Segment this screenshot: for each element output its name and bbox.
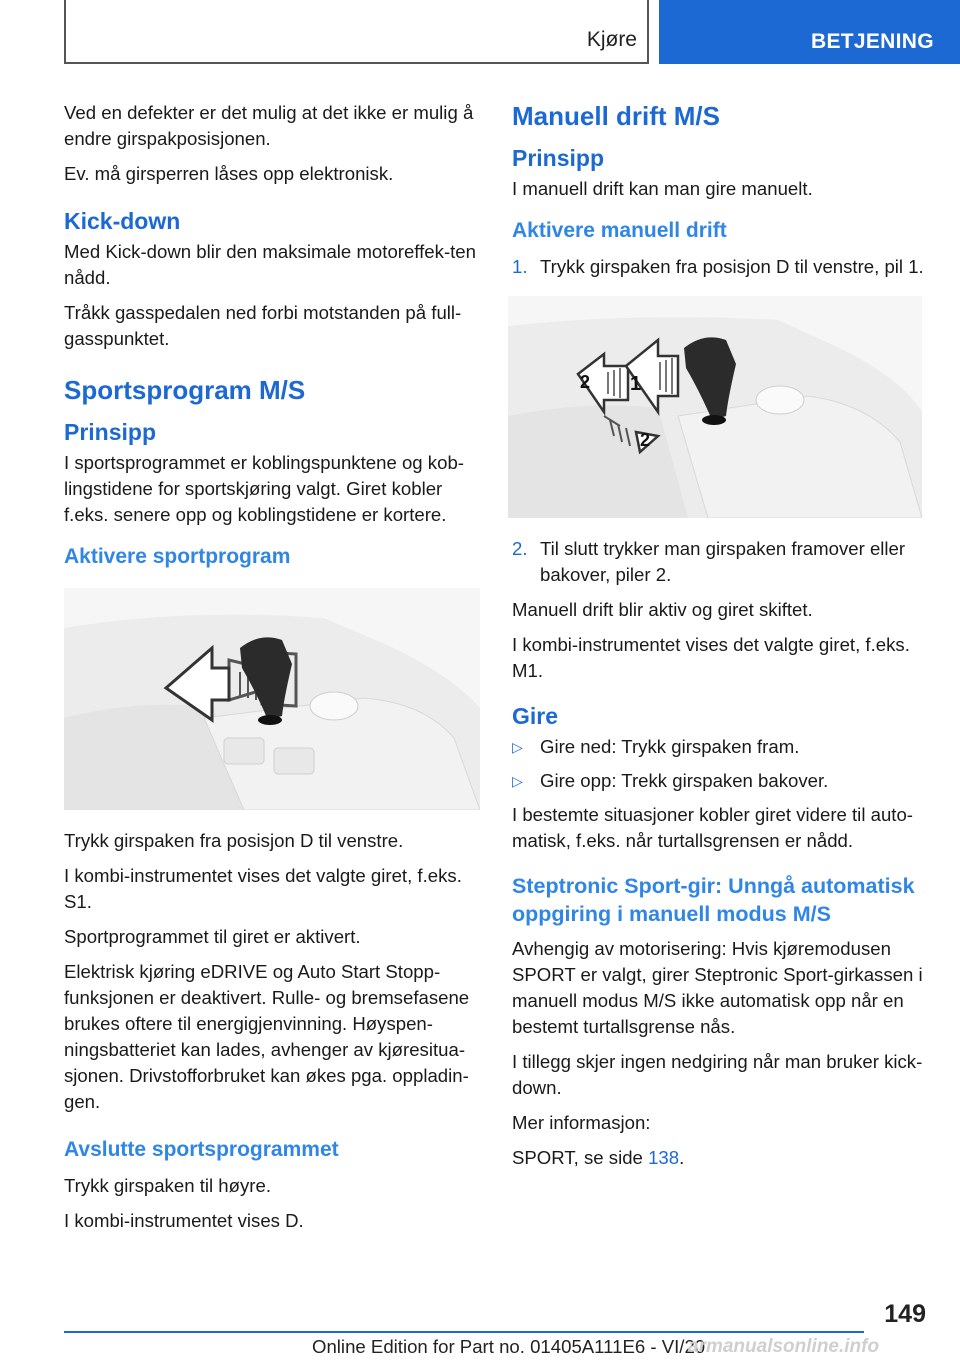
sport-exit-heading: Avslutte sportsprogrammet — [64, 1138, 339, 1161]
manual-activate-heading: Aktivere manuell drift — [512, 219, 727, 242]
arrow-label-1: 1 — [630, 373, 642, 395]
bullet-triangle-icon: ▷ — [512, 773, 523, 789]
manual-principle-heading: Prinsipp — [512, 145, 605, 171]
sport-principle-text: I sportsprogrammet er koblingspunktene og kob‐lingstidene for sportskjøring valgt. Giret kobler f.eks. senere opp og koblingstidene er kortere. — [64, 452, 464, 525]
arrow-label-2-top: 2 — [580, 372, 591, 392]
steptronic-paragraph-1: Avhengig av motorisering: Hvis kjøremodusen SPORT er valgt, girer Steptronic Sport-girkassen i manuell modus M/S ikke automatisk opp når en bestemt turtallsgrense nås. — [512, 938, 923, 1037]
sport-heading: Sportsprogram M/S — [64, 375, 306, 405]
step-2 — [512, 536, 926, 588]
header-section-title: Kjøre — [586, 28, 637, 51]
auto-shift-paragraph: I bestemte situasjoner kobler giret videre til auto‐matisk, f.eks. når turtallsgrensen er nådd. — [512, 804, 913, 851]
sport-reference — [512, 1145, 926, 1171]
sport-activate-paragraph-4: Elektrisk kjøring eDRIVE og Auto Start Stopp-funksjonen er deaktivert. Rulle- og bremsefasene brukes oftere til energigjenvinning. Høyspen‐ningsbatteriet kan lades, avhenger av kjøresitua‐sjonen. Drivstofforbruket kan økes pga. oppladin‐gen. — [64, 961, 470, 1112]
gire-heading: Gire — [512, 703, 559, 729]
right-column — [512, 100, 926, 1180]
footer-divider — [64, 1331, 864, 1333]
reference-suffix: . — [679, 1147, 685, 1168]
steptronic-heading: Steptronic Sport-gir: Unngå automatisk oppgiring i manuell modus M/S — [512, 874, 915, 926]
step-1-text: Trykk girspaken fra posisjon D til venstre, pil 1. — [540, 256, 924, 277]
manual-gear-lever-illustration — [508, 296, 922, 518]
step-2-number: 2. — [512, 538, 528, 559]
page-number: 149 — [884, 1300, 926, 1328]
step-2-text: Til slutt trykker man girspaken framover eller bakover, piler 2. — [540, 538, 906, 585]
left-column — [64, 100, 480, 1243]
manual-display-paragraph: I kombi-instrumentet vises det valgte giret, f.eks. M1. — [512, 634, 910, 681]
manual-active-paragraph: Manuell drift blir aktiv og giret skiftet. — [512, 599, 813, 620]
page-138-link[interactable]: 138 — [648, 1147, 680, 1168]
watermark: armanualsonline.info — [688, 1336, 880, 1357]
sport-activate-paragraph-3: Sportprogrammet til giret er aktivert. — [64, 926, 361, 947]
bullet-gear-up — [512, 768, 926, 794]
footer-edition: Online Edition for Part no. 01405A111E6 - VI/20 — [312, 1336, 706, 1357]
bullet-gear-down-text: Gire ned: Trykk girspaken fram. — [540, 736, 800, 757]
header-section-box — [64, 0, 649, 64]
manual-principle-text: I manuell drift kan man gire manuelt. — [512, 178, 813, 199]
sport-principle-heading: Prinsipp — [64, 419, 157, 445]
kickdown-paragraph-2: Tråkk gasspedalen ned forbi motstanden på full‐gasspunktet. — [64, 302, 462, 349]
header-chapter-title: BETJENING — [811, 30, 934, 53]
more-info-label: Mer informasjon: — [512, 1112, 651, 1133]
header-chapter-tab — [659, 0, 960, 64]
sport-exit-paragraph-1: Trykk girspaken til høyre. — [64, 1175, 271, 1196]
sport-activate-heading: Aktivere sportprogram — [64, 545, 291, 568]
sport-exit-paragraph-2: I kombi-instrumentet vises D. — [64, 1210, 304, 1231]
sport-gear-lever-illustration — [64, 588, 480, 810]
intro-paragraph-2: Ev. må girsperren låses opp elektronisk. — [64, 163, 394, 184]
reference-text: SPORT, se side — [512, 1147, 649, 1168]
arrow-label-2-bottom: 2 — [640, 430, 651, 450]
step-1-number: 1. — [512, 256, 528, 277]
bullet-gear-up-text: Gire opp: Trekk girspaken bakover. — [540, 770, 829, 791]
sport-activate-paragraph-2: I kombi-instrumentet vises det valgte giret, f.eks. S1. — [64, 865, 462, 912]
sport-activate-paragraph-1: Trykk girspaken fra posisjon D til venstre. — [64, 830, 404, 851]
bullet-triangle-icon: ▷ — [512, 739, 523, 755]
kickdown-heading: Kick-down — [64, 208, 181, 234]
manual-heading: Manuell drift M/S — [512, 101, 720, 131]
kickdown-paragraph-1: Med Kick-down blir den maksimale motoreffek‐ten nådd. — [64, 241, 476, 288]
intro-paragraph-1: Ved en defekter er det mulig at det ikke er mulig å endre girspakposisjonen. — [64, 102, 474, 149]
step-1 — [512, 254, 926, 280]
steptronic-paragraph-2: I tillegg skjer ingen nedgiring når man bruker kick-down. — [512, 1051, 923, 1098]
bullet-gear-down — [512, 734, 926, 760]
